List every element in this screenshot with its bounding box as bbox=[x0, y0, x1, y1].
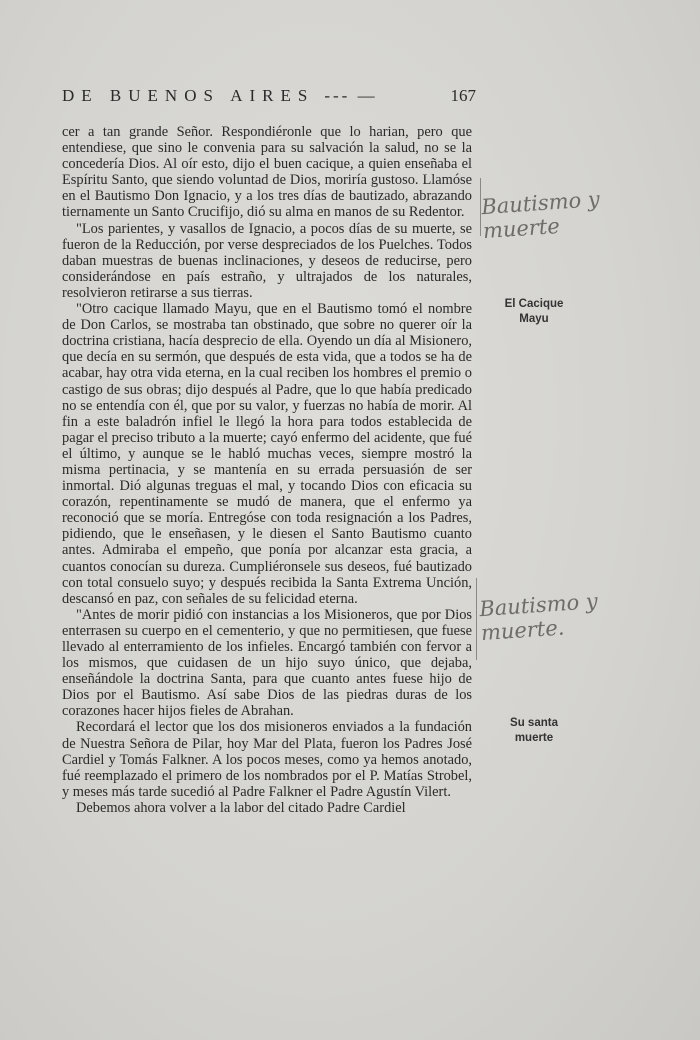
paragraph: Debemos ahora volver a la labor del citado Padre Cardiel bbox=[76, 799, 406, 816]
header-separator: --- — bbox=[324, 86, 378, 105]
running-title: DE BUENOS AIRES bbox=[62, 86, 315, 105]
paragraph: "Otro cacique llamado Mayu, que en el Bautismo tomó el nombre de Don Carlos, se mostraba tan obstinado, que sobre no querer oír la doctrina cristiana, hacía desprecio de ella. Oyendo un día al Misionero, que decía en su sermón, que después de esta vida, que a todos se ha de acabar, hay otra vida eterna, en la cual reciben los hombres el premio o castigo de sus obras; dijo después al Padre, que lo que había predicado no se entendía con él, que por su valor, y fuerzas no había de morir. Al fin a este baladrón infiel le llegó la hora para todos establecida de pagar el preciso tributo a la muerte; cayó enfermo del acidente, que fué el último, y aunque se le habló muchas veces, siempre mostró la misma pertinacia, y se mantenía en su errada persuasión de ser inmortal. Dió algunas treguas el mal, y tocando Dios con eficacia su corazón, repentinamente se mudó de manera, que el enfermo ya reconoció que se moría. Entregóse con toda resignación a los Padres, pidiendo, que le enseñasen, y le diesen el Santo Bautismo cuanto antes. Admiraba el empeño, que ponía por alcanzar esta gracia, a cuantos conocían su dureza. Cumpliéronsele sus deseos, fué bautizado con total consuelo suyo; y después recibida la Santa Extrema Unción, descansó en paz, con señales de su felicidad eterna. bbox=[62, 301, 472, 607]
margin-note-cacique: El Cacique Mayu bbox=[504, 298, 564, 325]
margin-note-santa-muerte: Su santa muerte bbox=[510, 717, 558, 744]
pencil-bracket bbox=[476, 578, 477, 660]
page-number: 167 bbox=[450, 86, 476, 105]
paragraph: cer a tan grande Señor. Respondiéronle que lo harian, pero que entendiese, que sino le convenia para su salvación la salud, no se la concedería Dios. Al oír esto, dijo el buen cacique, a quien enseñaba el Espíritu Santo, que siendo voluntad de Dios, moriría gustoso. Llamóse en el Bautismo Don Ignacio, y a los tres días de bautizado, abrazando tiernamente un Santo Crucifijo, dió su alma en manos de su Redentor. bbox=[62, 124, 472, 221]
paragraph: "Antes de morir pidió con instancias a los Misioneros, que por Dios enterrasen su cuerpo en el cementerio, y que no permitiesen, que fuese llevado al enterramiento de los infieles. Encargó también con fervor a los mismos, que cuidasen de un hijo suyo único, que dejaba, enseñándole la doctrina Santa, para que cuanto antes fuese hijo de Dios por el Bautismo. Así sabe Dios de las piedras duras de los corazones hacer hijos fieles de Abrahan. bbox=[62, 606, 472, 720]
main-text bbox=[62, 124, 472, 816]
paragraph: "Los parientes, y vasallos de Ignacio, a pocos días de su muerte, se fueron de la Reducción, por verse despreciados de los Puelches. Todos daban muestras de buenas inclinaciones, y deseos de reducirse, pero considerándose en país estraño, y ultrajados de los naturales, resolvieron retirarse a sus tierras. bbox=[62, 220, 472, 301]
page-header bbox=[62, 86, 474, 106]
paragraph: Recordará el lector que los dos misioneros enviados a la fundación de Nuestra Señora de Pilar, hoy Mar del Plata, fueron los Padres José Cardiel y Tomás Falkner. A los pocos meses, como ya hemos anotado, fué reemplazado el primero de los nombrados por el P. Matías Strobel, y meses más tarde sucedió al Padre Falkner el Padre Agustín Vilert. bbox=[62, 719, 472, 800]
handwritten-note-2: Bautismo y muerte. bbox=[478, 589, 599, 646]
handwritten-note-1: Bautismo y muerte bbox=[480, 187, 601, 244]
